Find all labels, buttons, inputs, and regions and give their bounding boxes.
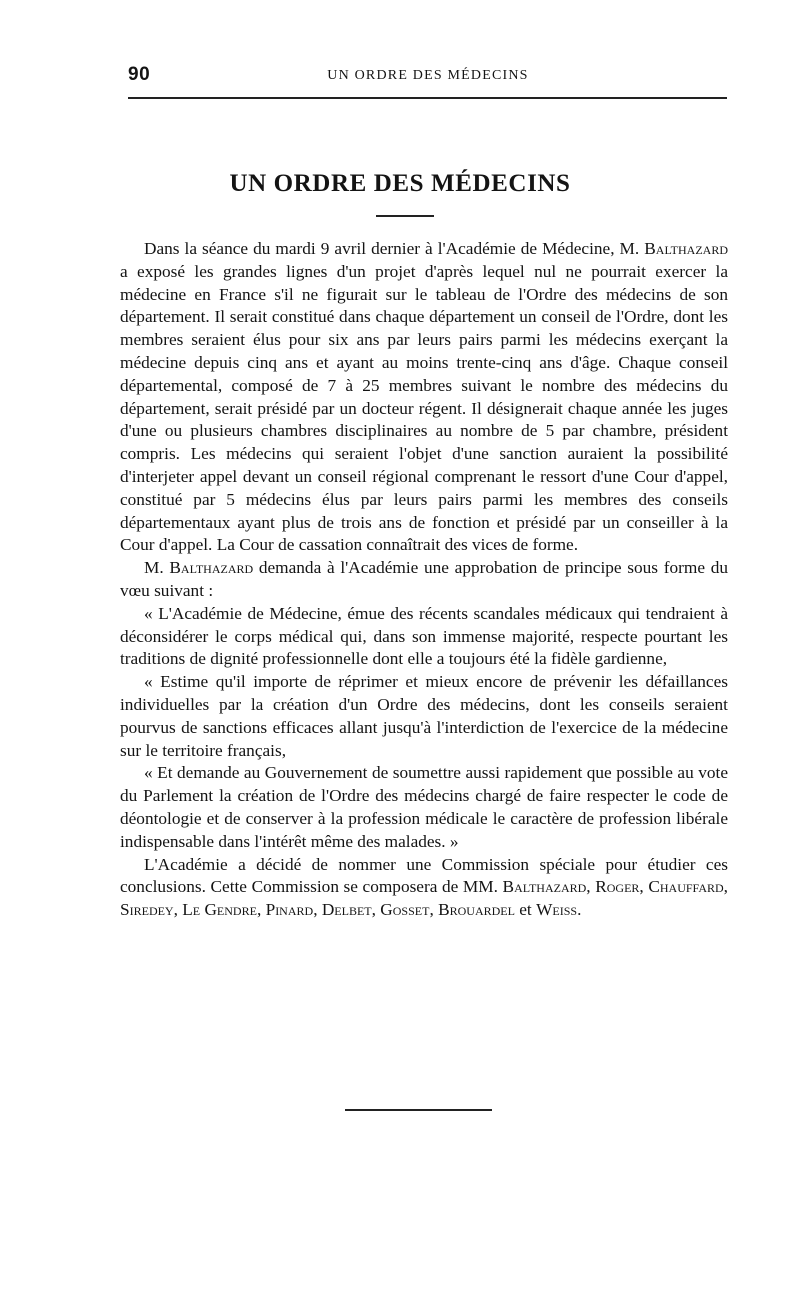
paragraph-1: Dans la séance du mardi 9 avril dernier à l'Académie de Médecine, M. Balthazard a exposé les grandes lignes d'un projet d'après lequel nul ne pourrait exercer la médecine en France s'il ne figurait sur le tableau de l'Ordre des médecins de son département. Il serait constitué dans chaque département un conseil de l'Ordre, dont les membres seraient élus pour six ans par leurs pairs parmi les médecins exerçant la médecine depuis cinq ans et ayant au moins trente-cinq ans d'âge. Chaque conseil départemental, composé de 7 à 25 membres suivant le nombre des médecins du département, serait présidé par un docteur régent. Il désignerait chaque année les juges d'une ou plusieurs chambres disciplinaires au nombre de 5 par chambre, président compris. Les médecins qui seraient l'objet d'une sanction auraient la possibilité d'interjeter appel devant un conseil régional comprenant le ressort d'une Cour d'appel, constitué par 5 médecins élus par leurs pairs parmi les membres des conseils départementaux ayant plus de trois ans de fonction et présidé par un conseiller à la Cour d'appel. La Cour de cassation connaîtrait des vices de forme. (120, 239, 728, 555)
commission-member: Delbet (321, 900, 372, 920)
commission-member: Weiss (536, 900, 578, 920)
paragraph-5: « Et demande au Gouvernement de soumettre aussi rapidement que possible au vote du Parlement la création de l'Ordre des médecins chargé de faire respecter le code de déontologie et de conserver à la profession médicale le caractère de profession libérale indispensable dans l'intérêt même des malades. » (120, 763, 728, 851)
paragraph-4: « Estime qu'il importe de réprimer et mieux encore de prévenir les défaillances individuelles par la création d'un Ordre des médecins, dont les conseils seraient pourvus de sanctions efficaces allant jusqu'à l'interdiction de l'exercice de la médecine sur le territoire français, (120, 672, 728, 760)
paragraph-2: M. Balthazard demanda à l'Académie une approbation de principe sous forme du vœu suivant : (120, 558, 728, 600)
commission-member: Siredey (120, 900, 174, 920)
running-title: UN ORDRE DES MÉDECINS (327, 68, 529, 83)
paragraph-6: L'Académie a décidé de nommer une Commission spéciale pour étudier ces conclusions. Cette Commission se composera de MM. Balthazard, Roger, Chauffard, Siredey, Le Gendre, Pinard, Delbet, Gosset, Brouardel et Weiss. (120, 854, 728, 920)
commission-member: Brouardel (438, 900, 515, 920)
paragraph-3: « L'Académie de Médecine, émue des récents scandales médicaux qui tendraient à déconsidérer le corps médical qui, dans son immense majorité, respecte pourtant les traditions de dignité professionnelle dont elle a toujours été la fidèle gardienne, (120, 603, 728, 669)
end-rule (345, 1109, 492, 1111)
title-rule (376, 215, 434, 217)
commission-member: Chauffard (648, 877, 724, 897)
article-title: UN ORDRE DES MÉDECINS (229, 170, 571, 197)
article-body (120, 238, 728, 922)
author-name: Balthazard (169, 558, 254, 578)
author-name: Balthazard (644, 239, 728, 258)
header-rule (128, 97, 727, 99)
commission-member: Gosset (380, 900, 430, 920)
commission-member: Pinard (265, 900, 314, 920)
page-number: 90 (128, 64, 151, 85)
commission-member: Roger (595, 877, 640, 897)
commission-member: Le Gendre (182, 900, 257, 920)
page-header (128, 64, 728, 90)
commission-member: Balthazard (502, 877, 587, 897)
